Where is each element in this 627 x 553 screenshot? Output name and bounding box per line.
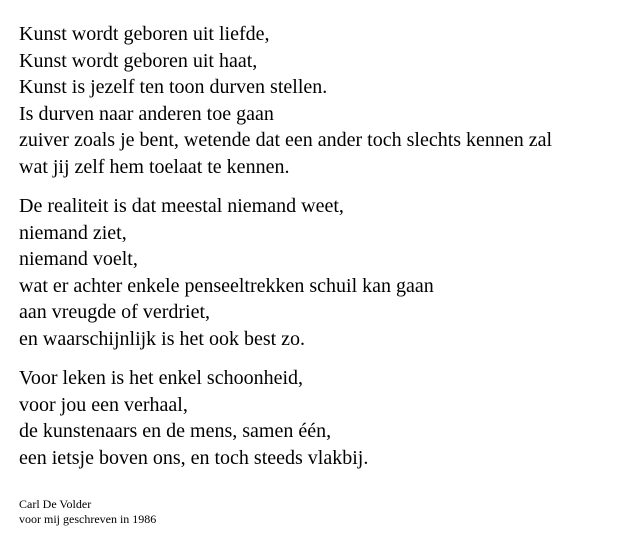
poem-line: aan vreugde of verdriet, xyxy=(19,301,211,323)
poem-line: voor jou een verhaal, xyxy=(19,393,188,416)
poem-line: De realiteit is dat meestal niemand weet, xyxy=(19,195,344,217)
stanza-2 xyxy=(19,193,619,352)
poem-line: Voor leken is het enkel schoonheid, xyxy=(19,367,304,389)
poem-line: Kunst wordt geboren uit liefde, xyxy=(19,23,270,45)
stanza-3 xyxy=(19,365,619,471)
poem-line: wat jij zelf hem toelaat te kennen. xyxy=(19,155,290,178)
poem-line: Kunst wordt geboren uit haat, xyxy=(19,49,258,72)
poem-line: de kunstenaars en de mens, samen één, xyxy=(19,420,332,442)
poem xyxy=(19,21,619,484)
poem-line: Kunst is jezelf ten toon durven stellen. xyxy=(19,76,328,98)
poem-line: en waarschijnlijk is het ook best zo. xyxy=(19,327,306,350)
author-name: Carl De Volder xyxy=(19,497,92,511)
poem-line: wat er achter enkele penseeltrekken schuil kan gaan xyxy=(19,274,434,297)
poem-line: Is durven naar anderen toe gaan xyxy=(19,102,274,125)
poem-line: zuiver zoals je bent, wetende dat een ander toch slechts kennen zal xyxy=(19,129,553,151)
stanza-1 xyxy=(19,21,619,180)
poem-line: niemand ziet, xyxy=(19,221,127,244)
poem-line: niemand voelt, xyxy=(19,248,138,270)
poem-line: een ietsje boven ons, en toch steeds vlakbij. xyxy=(19,446,369,469)
signature-note: voor mij geschreven in 1986 xyxy=(19,512,157,526)
signature xyxy=(19,497,156,527)
